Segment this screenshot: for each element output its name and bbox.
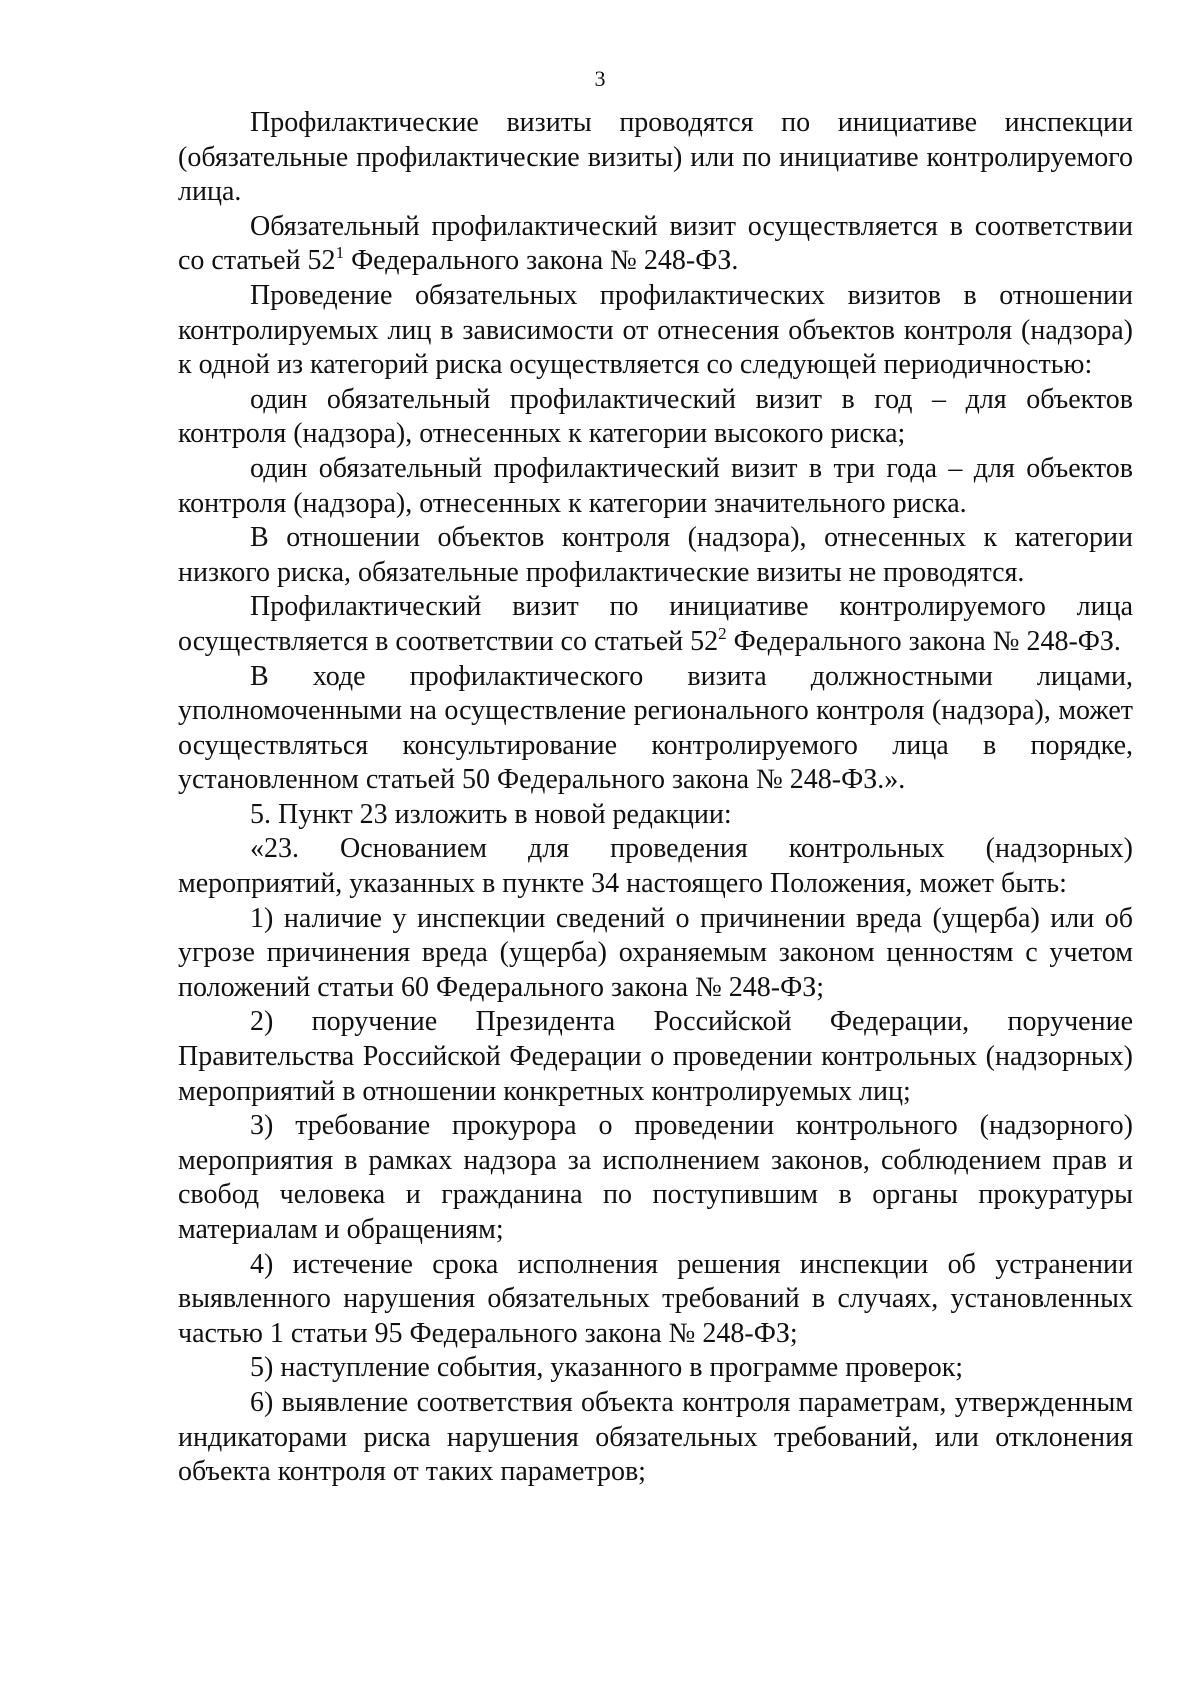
superscript: 1 [335,243,345,263]
page-number: 3 [594,66,606,91]
superscript: 2 [718,623,727,643]
paragraph: Обязательный профилактический визит осуществляется в соответствии со статьей $52^1$ Федерального закона № 248-ФЗ. [178,210,1133,277]
list-item: 2) поручение Президента Российской Федерации, поручение Правительства Российской Федерации о проведении контрольных (надзорных) мероприятий в отношении конкретных контролируемых лиц; [178,1006,1133,1107]
paragraph: Профилактический визит по инициативе контролируемого лица осуществляется в соответствии со статьей $52^2$ Федерального закона № 248-ФЗ. [178,591,1133,657]
paragraph: один обязательный профилактический визит в три года – для объектов контроля (надзора), отнесенных к категории значительного риска. [178,452,1133,519]
list-item: 6) выявление соответствия объекта контроля параметрам, утвержденным индикаторами риска нарушения обязательных требований, или отклонения объекта контроля от таких параметров; [178,1386,1133,1488]
list-item: 1) наличие у инспекции сведений о причинении вреда (ущерба) или об угрозе причинения вреда (ущерба) охраняемым законом ценностям с учетом положений статьи 60 Федерального закона № 248-ФЗ; [178,902,1133,1003]
paragraph: Проведение обязательных профилактических визитов в отношении контролируемых лиц в зависимости от отнесения объектов контроля (надзора) к одной из категорий риска осуществляется со следующей периодичностью: [178,279,1133,381]
paragraph: один обязательный профилактический визит в год – для объектов контроля (надзора), отнесенных к категории высокого риска; [178,383,1133,450]
paragraph: 5. Пункт 23 изложить в новой редакции: [250,798,732,830]
paragraph: «23. Основанием для проведения контрольных (надзорных) мероприятий, указанных в пункте 34 настоящего Положения, может быть: [178,833,1133,900]
document-body [178,106,1133,1490]
list-item: 3) требование прокурора о проведении контрольного (надзорного) мероприятия в рамках надзора за исполнением законов, соблюдением прав и свобод человека и гражданина по поступившим в органы прокуратуры материалам и обращениям; [178,1110,1133,1245]
paragraph: Профилактические визиты проводятся по инициативе инспекции (обязательные профилактические визиты) или по инициативе контролируемого лица. [178,107,1133,208]
list-item: 4) истечение срока исполнения решения инспекции об устранении выявленного нарушения обязательных требований в случаях, установленных частью 1 статьи 95 Федерального закона № 248-ФЗ; [178,1248,1133,1349]
paragraph: В ходе профилактического визита должностными лицами, уполномоченными на осуществление регионального контроля (надзора), может осуществляться консультирование контролируемого лица в порядке, установленном статьей 50 Федерального закона № 248-ФЗ.». [178,660,1133,796]
list-item: 5) наступление события, указанного в программе проверок; [250,1352,964,1384]
paragraph: В отношении объектов контроля (надзора), отнесенных к категории низкого риска, обязательные профилактические визиты не проводятся. [178,522,1133,588]
